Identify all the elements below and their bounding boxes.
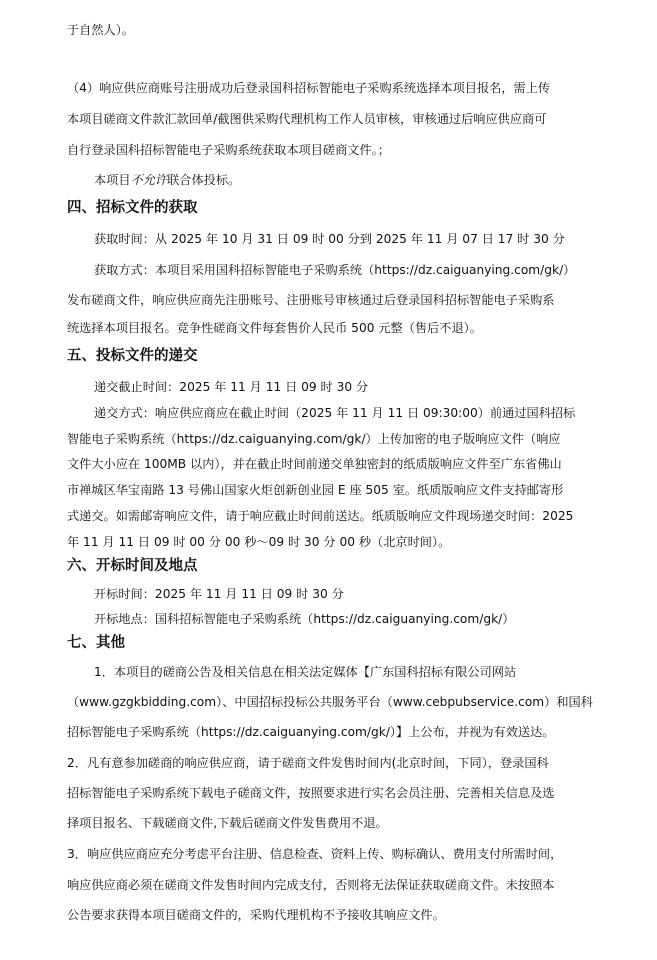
submission-deadline: 递交截止时间：2025 年 11 月 11 日 09 时 30 分: [94, 380, 369, 394]
section-5-heading: 五、投标文件的递交: [67, 348, 198, 364]
paragraph-continuation: 于自然人）。: [67, 23, 135, 37]
other-item-3-line-2: 响应供应商必须在磋商文件发售时间内完成支付，否则将无法保证获取磋商文件。未按照本: [67, 878, 555, 892]
other-item-2-line-2: 招标智能电子采购系统下载电子磋商文件，按照要求进行实名会员注册、完善相关信息及选: [67, 786, 555, 800]
other-item-1-line-2: （www.gzgkbidding.com）、中国招标投标公共服务平台（www.cebpubservice.com）和国科: [67, 695, 593, 709]
opening-time: 开标时间：2025 年 11 月 11 日 09 时 30 分: [94, 587, 344, 601]
opening-place: 开标地点：国科招标智能电子采购系统（https://dz.caiguanying.com/gk/）: [94, 612, 515, 626]
other-item-1-line-1: 1．本项目的磋商公告及相关信息在相关法定媒体【广东国科招标有限公司网站: [94, 665, 517, 679]
other-item-3-line-1: 3．响应供应商应充分考虑平台注册、信息检查、资料上传、购标确认、费用支付所需时间，: [67, 847, 563, 861]
other-item-2-line-1: 2．凡有意参加磋商的响应供应商，请于磋商文件发售时间内(北京时间，下同），登录国科: [67, 756, 549, 770]
consortium-suffix: 联合体投标。: [167, 173, 241, 187]
other-item-3-line-3: 公告要求获得本项目磋商文件的，采购代理机构不予接收其响应文件。: [67, 908, 445, 922]
section-7-heading: 七、其他: [67, 635, 125, 651]
acquisition-time: 获取时间：从 2025 年 10 月 31 日 09 时 00 分到 2025 年 11 月 07 日 17 时 30 分: [94, 232, 565, 246]
submission-method-line-4: 市禅城区华宝南路 13 号佛山国家火炬创新创业园 E 座 505 室。纸质版响应文件支持邮寄形: [67, 483, 564, 497]
section-4-heading: 四、招标文件的获取: [67, 200, 198, 216]
acquisition-method-line-2: 发布磋商文件，响应供应商先注册账号、注册账号审核通过后登录国科招标智能电子采购系: [67, 293, 555, 307]
registration-paragraph-line-1: （4）响应供应商账号注册成功后登录国科招标智能电子采购系统选择本项目报名，需上传: [67, 81, 551, 95]
other-item-1-line-3: 招标智能电子采购系统（https://dz.caiguanying.com/gk/）】上公布，并视为有效送达。: [67, 725, 555, 739]
registration-paragraph-line-2: 本项目磋商文件款汇款回单/截图供采购代理机构工作人员审核，审核通过后响应供应商可: [67, 112, 547, 126]
registration-paragraph-line-3: 自行登录国科招标智能电子采购系统获取本项目磋商文件。；: [67, 143, 390, 157]
submission-method-line-2: 智能电子采购系统（https://dz.caiguanying.com/gk/）上传加密的电子版响应文件（响应: [67, 432, 561, 446]
other-item-2-line-3: 择项目报名、下载磋商文件,下载后磋商文件发售费用不退。: [67, 816, 388, 830]
submission-method-line-1: 递交方式：响应供应商应在截止时间（2025 年 11 月 11 日 09:30:00）前通过国科招标: [94, 406, 576, 420]
acquisition-method-line-1: 获取方式：本项目采用国科招标智能电子采购系统（https://dz.caiguanying.com/gk/）: [94, 263, 576, 277]
submission-method-line-6: 年 11 月 11 日 09 时 00 分 00 秒～09 时 30 分 00 秒（北京时间）。: [67, 535, 451, 549]
submission-method-line-5: 式递交。如需邮寄响应文件，请于响应截止时间前送达。纸质版响应文件现场递交时间：2025: [67, 509, 574, 523]
acquisition-method-line-3: 统选择本项目报名。竞争性磋商文件每套售价人民币 500 元整（售后不退）。: [67, 321, 482, 335]
consortium-emphasis: 不允许: [130, 173, 168, 187]
submission-method-line-3: 文件大小应在 100MB 以内），并在截止时间前递交单独密封的纸质版响应文件至广东省佛山: [67, 457, 562, 471]
section-6-heading: 六、开标时间及地点: [67, 558, 198, 574]
consortium-prefix: 本项目: [94, 173, 131, 187]
consortium-statement: [94, 172, 240, 188]
